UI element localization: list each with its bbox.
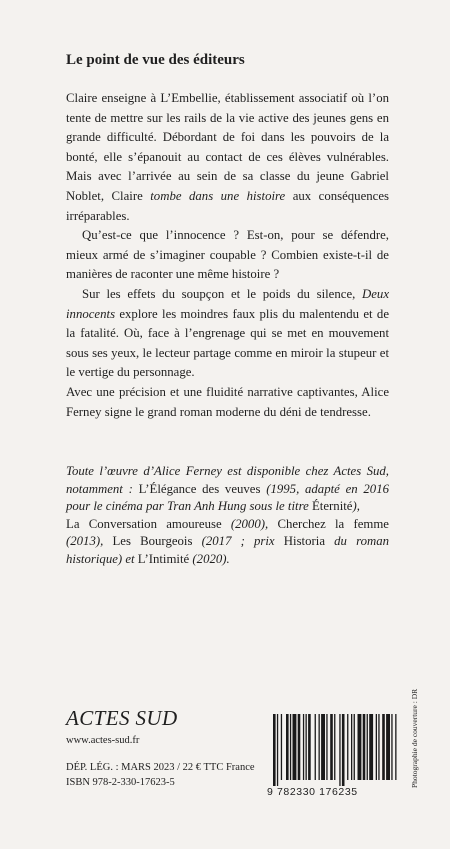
barcode-bar bbox=[321, 714, 325, 780]
barcode-bar bbox=[354, 714, 355, 780]
barcode-bars bbox=[267, 714, 402, 786]
barcode-bar bbox=[347, 714, 348, 780]
work-note: (2017 ; prix bbox=[192, 534, 284, 549]
barcode-digits: 9 782330 176235 bbox=[267, 786, 358, 798]
bibliography bbox=[66, 463, 389, 569]
legal-deposit: DÉP. LÉG. : MARS 2023 / 22 € TTC France bbox=[66, 762, 255, 773]
barcode-bar bbox=[308, 714, 311, 780]
work-title: Éternité bbox=[311, 499, 353, 514]
barcode-bar bbox=[382, 714, 385, 780]
barcode-bar bbox=[286, 714, 289, 780]
work-note: (2013), bbox=[66, 534, 113, 549]
barcode-bar bbox=[306, 714, 307, 780]
work-note: du roman historique) et bbox=[66, 534, 390, 566]
paragraph-2: Qu’est-ce que l’innocence ? Est-on, pour se défendre, mieux armé de s’imaginer coupable ? Combien existe-t-il de manières de raconter une même histoire ? bbox=[66, 228, 389, 282]
paragraph-1 bbox=[66, 89, 389, 226]
paragraph-3-text-end: explore les moindres faux plis du malentendu et de la fatalité. Où, face à l’engrenage qui se met en mouvement sous ses yeux, le lecteur partage comme en miroir la stupeur et le vertige du personnage. bbox=[66, 306, 389, 380]
work-title: Historia bbox=[283, 534, 325, 549]
work-note: ), bbox=[352, 499, 360, 514]
paragraph-1-text-end: aux conséquences irréparables. bbox=[66, 188, 389, 223]
section-heading: Le point de vue des éditeurs bbox=[66, 52, 245, 68]
work-note: (2000), bbox=[221, 516, 278, 531]
barcode-bar bbox=[369, 714, 373, 780]
barcode-bar bbox=[298, 714, 301, 780]
paragraph-3-text: Sur les effets du soupçon et le poids du silence, bbox=[82, 286, 362, 301]
barcode-bar bbox=[330, 714, 333, 780]
barcode-bar bbox=[303, 714, 304, 780]
work-title: L’Élégance des veuves bbox=[138, 481, 261, 496]
barcode-bar bbox=[339, 714, 340, 786]
barcode-bar bbox=[367, 714, 368, 780]
barcode-bar bbox=[315, 714, 316, 780]
barcode-bar bbox=[351, 714, 352, 780]
barcode-bar bbox=[277, 714, 278, 786]
barcode-bar bbox=[326, 714, 327, 780]
barcode-bar bbox=[342, 714, 345, 786]
barcode-bar bbox=[273, 714, 276, 786]
book-title: Deux innocents bbox=[66, 286, 389, 321]
barcode-bar bbox=[293, 714, 297, 780]
work-title: L’Intimité bbox=[137, 551, 190, 566]
barcode-bar bbox=[376, 714, 377, 780]
barcode-bar bbox=[281, 714, 282, 780]
synopsis bbox=[66, 89, 389, 422]
barcode-bar bbox=[319, 714, 320, 780]
paragraph-3 bbox=[66, 285, 389, 383]
work-note: (2020). bbox=[189, 551, 230, 566]
paragraph-1-emphasis: tombe dans une histoire bbox=[150, 188, 286, 203]
barcode-bar bbox=[386, 714, 390, 780]
barcode-bar bbox=[358, 714, 362, 780]
barcode-bar bbox=[378, 714, 379, 780]
work-title: Les Bourgeois bbox=[112, 534, 193, 549]
photo-credit: Photographie de couverture : DR bbox=[410, 688, 419, 788]
publisher-url: www.actes-sud.fr bbox=[66, 735, 140, 746]
publisher-logo: ACTES SUD bbox=[66, 706, 178, 730]
bibliography-intro: Toute l’œuvre d’Alice Ferney est disponible chez Actes Sud, notamment : bbox=[66, 464, 389, 496]
paragraph-1-text: Claire enseigne à L’Embellie, établissement associatif où l’on tente de mettre sur les rails de la vie active des jeunes gens en grande difficulté. Débordant de foi dans les pouvoirs de la bonté, elle s’épanouit au contact de ces élèves vulnérables. Mais avec l’arrivée au sein de sa classe du jeune Gabriel Noblet, Claire bbox=[66, 91, 389, 203]
barcode-bar bbox=[395, 714, 396, 780]
paragraph-4: Avec une précision et une fluidité narrative captivantes, Alice Ferney signe le grand roman moderne du déni de tendresse. bbox=[66, 384, 389, 419]
work-title: Cherchez la femme bbox=[277, 516, 389, 531]
isbn: ISBN 978-2-330-17623-5 bbox=[66, 777, 175, 788]
barcode-bar bbox=[363, 714, 366, 780]
barcode-bar bbox=[334, 714, 335, 780]
barcode-bar bbox=[290, 714, 291, 780]
work-title: La Conversation amoureuse bbox=[66, 516, 222, 531]
barcode bbox=[267, 714, 402, 786]
barcode-bar bbox=[391, 714, 392, 780]
work-note: (1995, adapté en 2016 pour le cinéma par Tran Anh Hung sous le titre bbox=[66, 481, 389, 514]
